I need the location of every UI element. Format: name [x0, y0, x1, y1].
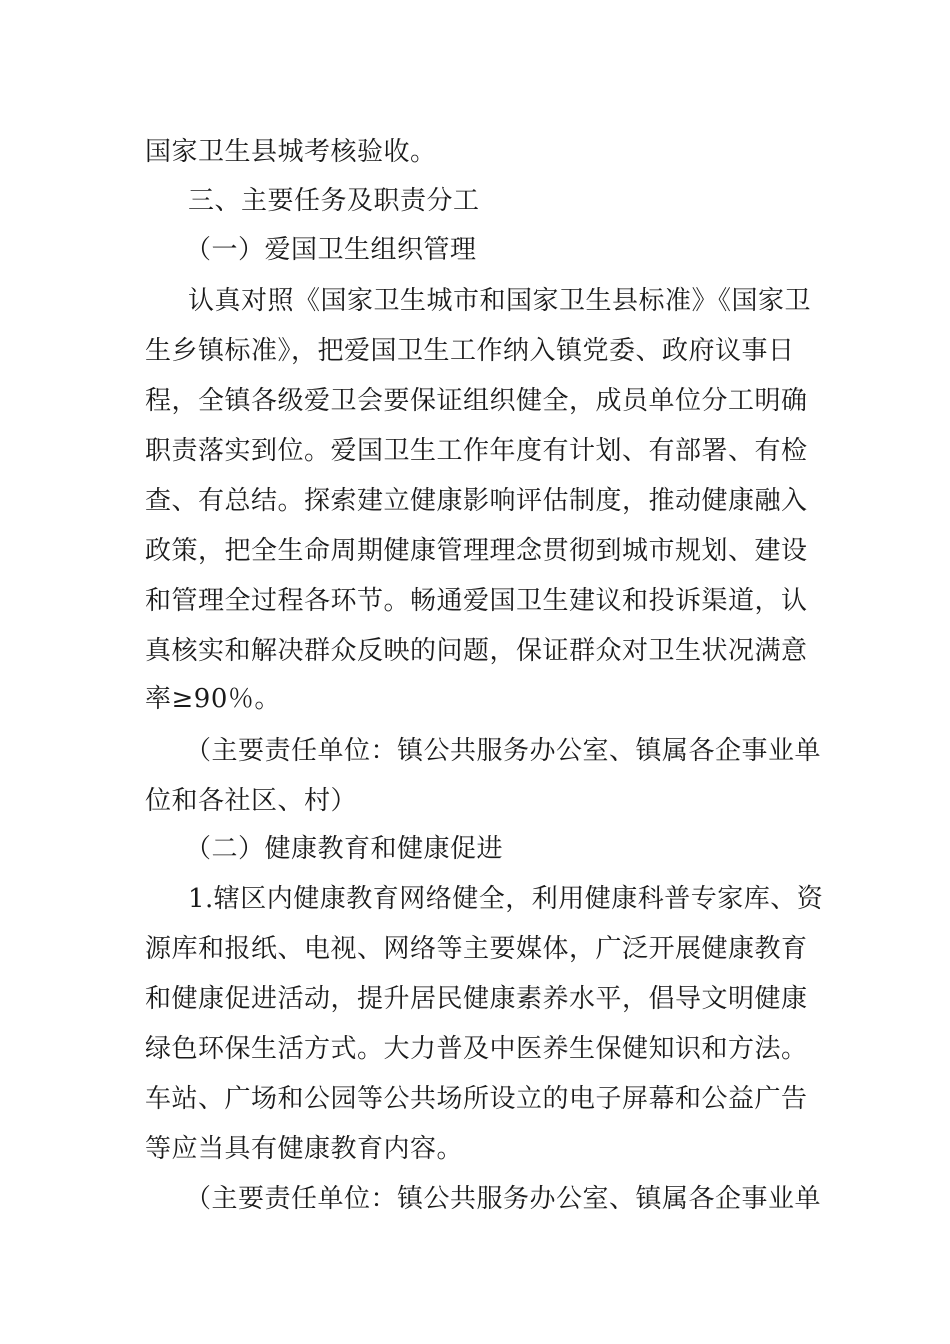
paragraph-line: 车站、广场和公园等公共场所设立的电子屏幕和公益广告 — [145, 1084, 808, 1114]
paragraph-line: 认真对照《国家卫生城市和国家卫生县标准》《国家卫 — [188, 286, 812, 316]
responsibility-note: （主要责任单位：镇公共服务办公室、镇属各企事业单 — [185, 736, 822, 766]
paragraph-line: 1.辖区内健康教育网络健全，利用健康科普专家库、资 — [188, 884, 824, 914]
responsibility-note: 位和各社区、村） — [145, 786, 358, 816]
section-heading: 三、主要任务及职责分工 — [188, 186, 480, 216]
paragraph-line: 真核实和解决群众反映的问题，保证群众对卫生状况满意 — [145, 636, 808, 666]
paragraph-line: 和管理全过程各环节。畅通爱国卫生建议和投诉渠道，认 — [145, 586, 808, 616]
paragraph-line: 职责落实到位。爱国卫生工作年度有计划、有部署、有检 — [145, 436, 808, 466]
paragraph-line: 生乡镇标准》，把爱国卫生工作纳入镇党委、政府议事日 — [145, 336, 795, 366]
paragraph-line: 程，全镇各级爱卫会要保证组织健全，成员单位分工明确 — [145, 386, 808, 416]
paragraph-line: 国家卫生县城考核验收。 — [145, 137, 437, 167]
paragraph-line: 源库和报纸、电视、网络等主要媒体，广泛开展健康教育 — [145, 934, 808, 964]
paragraph-line: 政策，把全生命周期健康管理理念贯彻到城市规划、建设 — [145, 536, 808, 566]
paragraph-line: 等应当具有健康教育内容。 — [145, 1134, 464, 1164]
paragraph-line: 率≥90％。 — [145, 684, 281, 714]
subsection-heading: （一）爱国卫生组织管理 — [185, 235, 477, 265]
paragraph-line: 绿色环保生活方式。大力普及中医养生保健知识和方法。 — [145, 1034, 808, 1064]
responsibility-note: （主要责任单位：镇公共服务办公室、镇属各企事业单 — [185, 1184, 822, 1214]
paragraph-line: 查、有总结。探索建立健康影响评估制度，推动健康融入 — [145, 486, 808, 516]
subsection-heading: （二）健康教育和健康促进 — [185, 834, 504, 864]
paragraph-line: 和健康促进活动，提升居民健康素养水平，倡导文明健康 — [145, 984, 808, 1014]
